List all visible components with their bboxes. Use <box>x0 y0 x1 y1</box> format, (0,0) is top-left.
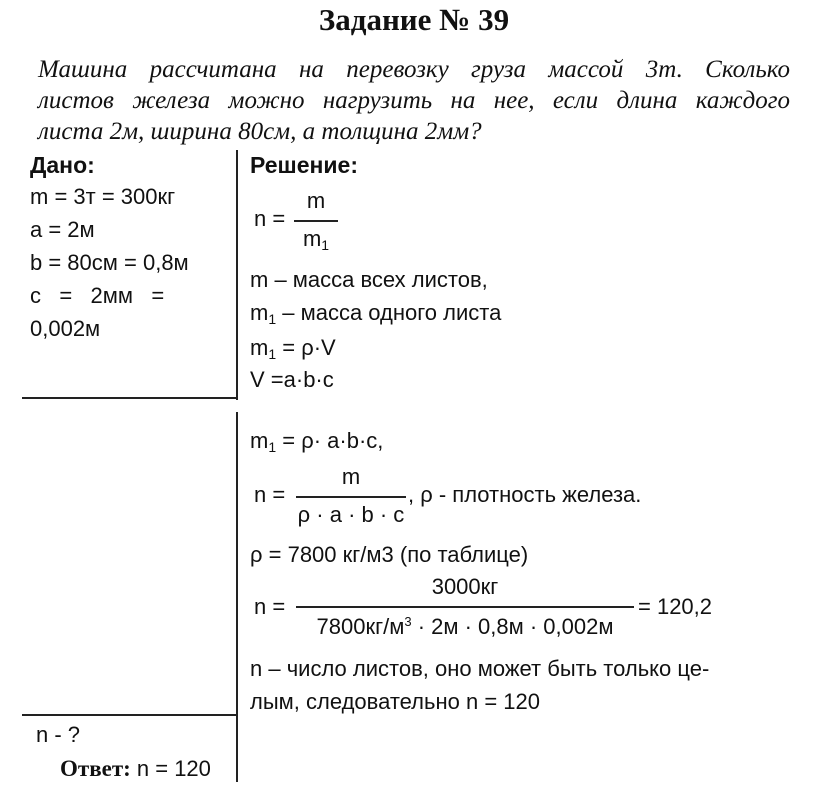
numeric-result: = 120,2 <box>638 594 713 619</box>
solution-heading: Решение: <box>250 152 359 178</box>
solution-line: $m_1$ – масса одного листа <box>250 300 502 327</box>
formula-n-lhs: n = <box>254 594 286 619</box>
formula-n-lhs: n = <box>254 206 286 231</box>
solution-line: m – масса всех листов, <box>250 267 488 292</box>
given-heading: Дано: <box>30 152 95 178</box>
given-line: m = 3т = 300кг <box>30 184 176 209</box>
divider-unknown-horizontal <box>22 714 238 716</box>
fraction-bar <box>294 220 338 222</box>
solution-line: ρ = 7800 кг/м3 (по таблице) <box>250 542 529 567</box>
fraction-numerator: m <box>341 464 361 489</box>
divider-given-horizontal <box>22 397 238 399</box>
fraction-denominator: $m_1$ <box>302 226 330 253</box>
problem-statement <box>38 54 790 147</box>
problem-line: листов железа можно нагрузить на нее, если длина каждого <box>38 87 790 114</box>
fraction-denominator: ρ · a · b · c <box>297 502 405 527</box>
solution-line: $m_1 = \rho\cdot a\cdot b\cdot c$, <box>250 428 384 455</box>
fraction-bar <box>296 606 634 608</box>
given-line: 0,002м <box>30 316 101 341</box>
given-line: c = 2мм = <box>30 283 165 308</box>
divider-vertical-upper <box>236 150 238 400</box>
density-note: , ρ - плотность железа. <box>408 482 642 507</box>
fraction-bar <box>296 496 406 498</box>
fraction-denominator: $7800кг/м^3 \cdot 2м \cdot 0,8м \cdot 0,002м$ <box>316 614 614 639</box>
answer-label: Ответ: <box>60 756 131 781</box>
solution-line: V =a·b·c <box>250 367 334 392</box>
fraction-numerator: m <box>306 188 326 213</box>
conclusion-line: n – число листов, оно может быть только це- <box>250 656 710 681</box>
divider-vertical-lower <box>236 412 238 782</box>
given-line: b = 80см = 0,8м <box>30 250 189 275</box>
unknown-quantity: n - ? <box>36 722 81 747</box>
fraction-numerator: 3000кг <box>431 574 499 599</box>
fraction-numeric <box>296 572 634 646</box>
given-line: a = 2м <box>30 217 95 242</box>
answer-value: n = 120 <box>130 756 211 781</box>
solution-line: $m_1 = \rho\cdot V$ <box>250 335 336 362</box>
problem-line: Машина рассчитана на перевозку груза массой 3т. Сколько <box>38 56 790 83</box>
formula-n-lhs: n = <box>254 482 286 507</box>
fraction-m-over-m1 <box>294 186 338 258</box>
task-title: Задание № 39 <box>318 2 510 37</box>
problem-line: листа 2м, ширина 80см, а толщина 2мм? <box>38 118 482 145</box>
fraction-m-over-rho-abc <box>296 462 406 534</box>
conclusion-line: лым, следовательно n = 120 <box>250 689 540 714</box>
answer <box>60 756 211 782</box>
